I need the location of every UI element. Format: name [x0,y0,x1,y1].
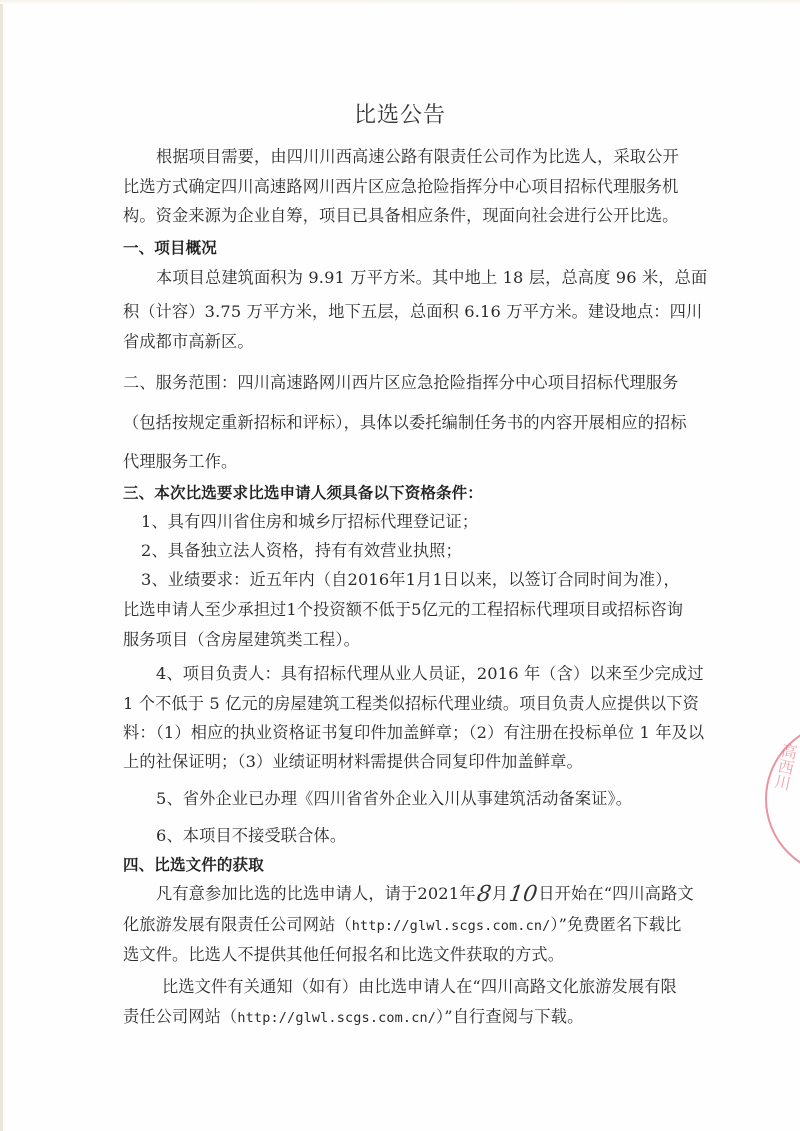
requirement-3-line-3: 服务项目（含房屋建筑类工程）。 [123,630,360,649]
para1-line2-suffix: ）”免费匿名下载比 [550,915,682,934]
section4-para1-line-2 [123,915,682,936]
intro-line-1: 根据项目需要，由四川川西高速公路有限责任公司作为比选人，采取公开 [156,147,679,166]
section1-line-2: 积（计容）3.75 万平方米，地下五层，总面积 6.16 万平方米。建设地点：四川 [123,302,703,321]
section1-heading: 一、项目概况 [123,239,217,257]
requirement-1: 1、具有四川省住房和城乡厅招标代理登记证； [141,512,479,531]
requirement-6: 6、本项目不接受联合体。 [156,826,347,845]
section4-para1-line-1 [156,882,694,907]
section2-line-2: （包括按规定重新招标和评标），具体以委托编制任务书的内容开展相应的招标 [123,413,687,432]
para2-line2-prefix: 责任公司网站（ [123,1007,238,1026]
requirement-4-line-2: 1 个不低于 5 亿元的房屋建筑工程类似招标代理业绩。项目负责人应提供以下资 [123,694,699,713]
section1-line-1: 本项目总建筑面积为 9.91 万平方米。其中地上 18 层，总高度 96 米，总面 [156,268,708,287]
month-suffix: 月 [491,884,509,903]
requirement-4-line-1: 4、项目负责人：具有招标代理从业人员证，2016 年（含）以来至少完成过 [156,664,704,683]
section2-line-1: 二、服务范围：四川高速路网川西片区应急抢险指挥分中心项目招标代理服务 [123,373,679,392]
para1-line2-prefix: 化旅游发展有限责任公司网站（ [123,915,352,934]
section4-heading: 四、比选文件的获取 [123,856,264,874]
requirement-4-line-3: 料：（1）相应的执业资格证书复印件加盖鲜章；（2）有注册在投标单位 1 年及以 [123,723,705,742]
website-url-link[interactable]: http://glwl.scgs.com.cn/ [351,918,551,934]
handwritten-month: 8 [474,882,493,907]
requirement-4-line-4: 上的社保证明；（3）业绩证明材料需提供合同复印件加盖鲜章。 [123,752,583,771]
requirement-3-line-2: 比选申请人至少承担过1个投资额不低于5亿元的工程招标代理项目或招标咨询 [123,600,684,619]
section1-line-3: 省成都市高新区。 [123,332,254,351]
intro-line-2: 比选方式确定四川高速路网川西片区应急抢险指挥分中心项目招标代理服务机 [123,177,679,196]
section2-line-3: 代理服务工作。 [123,452,238,471]
para2-line2-suffix: ）”自行查阅与下载。 [436,1007,584,1026]
section4-para1-line-3: 选文件。比选人不提供其他任何报名和比选文件获取的方式。 [123,945,565,964]
para1-line1-suffix: 日开始在“四川高路文 [538,884,694,903]
intro-line-3: 构。资金来源为企业自筹，项目已具备相应条件，现面向社会进行公开比选。 [123,206,679,225]
seal-text: 高西川 [770,741,800,792]
document-title: 比选公告 [353,103,446,128]
section3-heading: 三、本次比选要求比选申请人须具备以下资格条件： [123,484,483,502]
scan-edge-left [0,0,3,1131]
website-url-link-2[interactable]: http://glwl.scgs.com.cn/ [237,1010,437,1026]
requirement-5: 5、省外企业已办理《四川省省外企业入川从事建筑活动备案证》。 [156,789,633,808]
requirement-2: 2、具备独立法人资格，持有有效营业执照； [141,541,462,560]
para1-line1-prefix: 凡有意参加比选的比选申请人，请于2021年 [156,884,476,903]
section4-para2-line-2 [123,1007,679,1028]
scan-edge-top [0,0,800,4]
section4-para2-line-1: 比选文件有关通知（如有）由比选申请人在“四川高路文化旅游发展有限 [162,977,677,996]
handwritten-day: 10 [507,882,540,907]
requirement-3-line-1: 3、业绩要求：近五年内（自2016年1月1日以来，以签订合同时间为准）， [141,570,680,589]
